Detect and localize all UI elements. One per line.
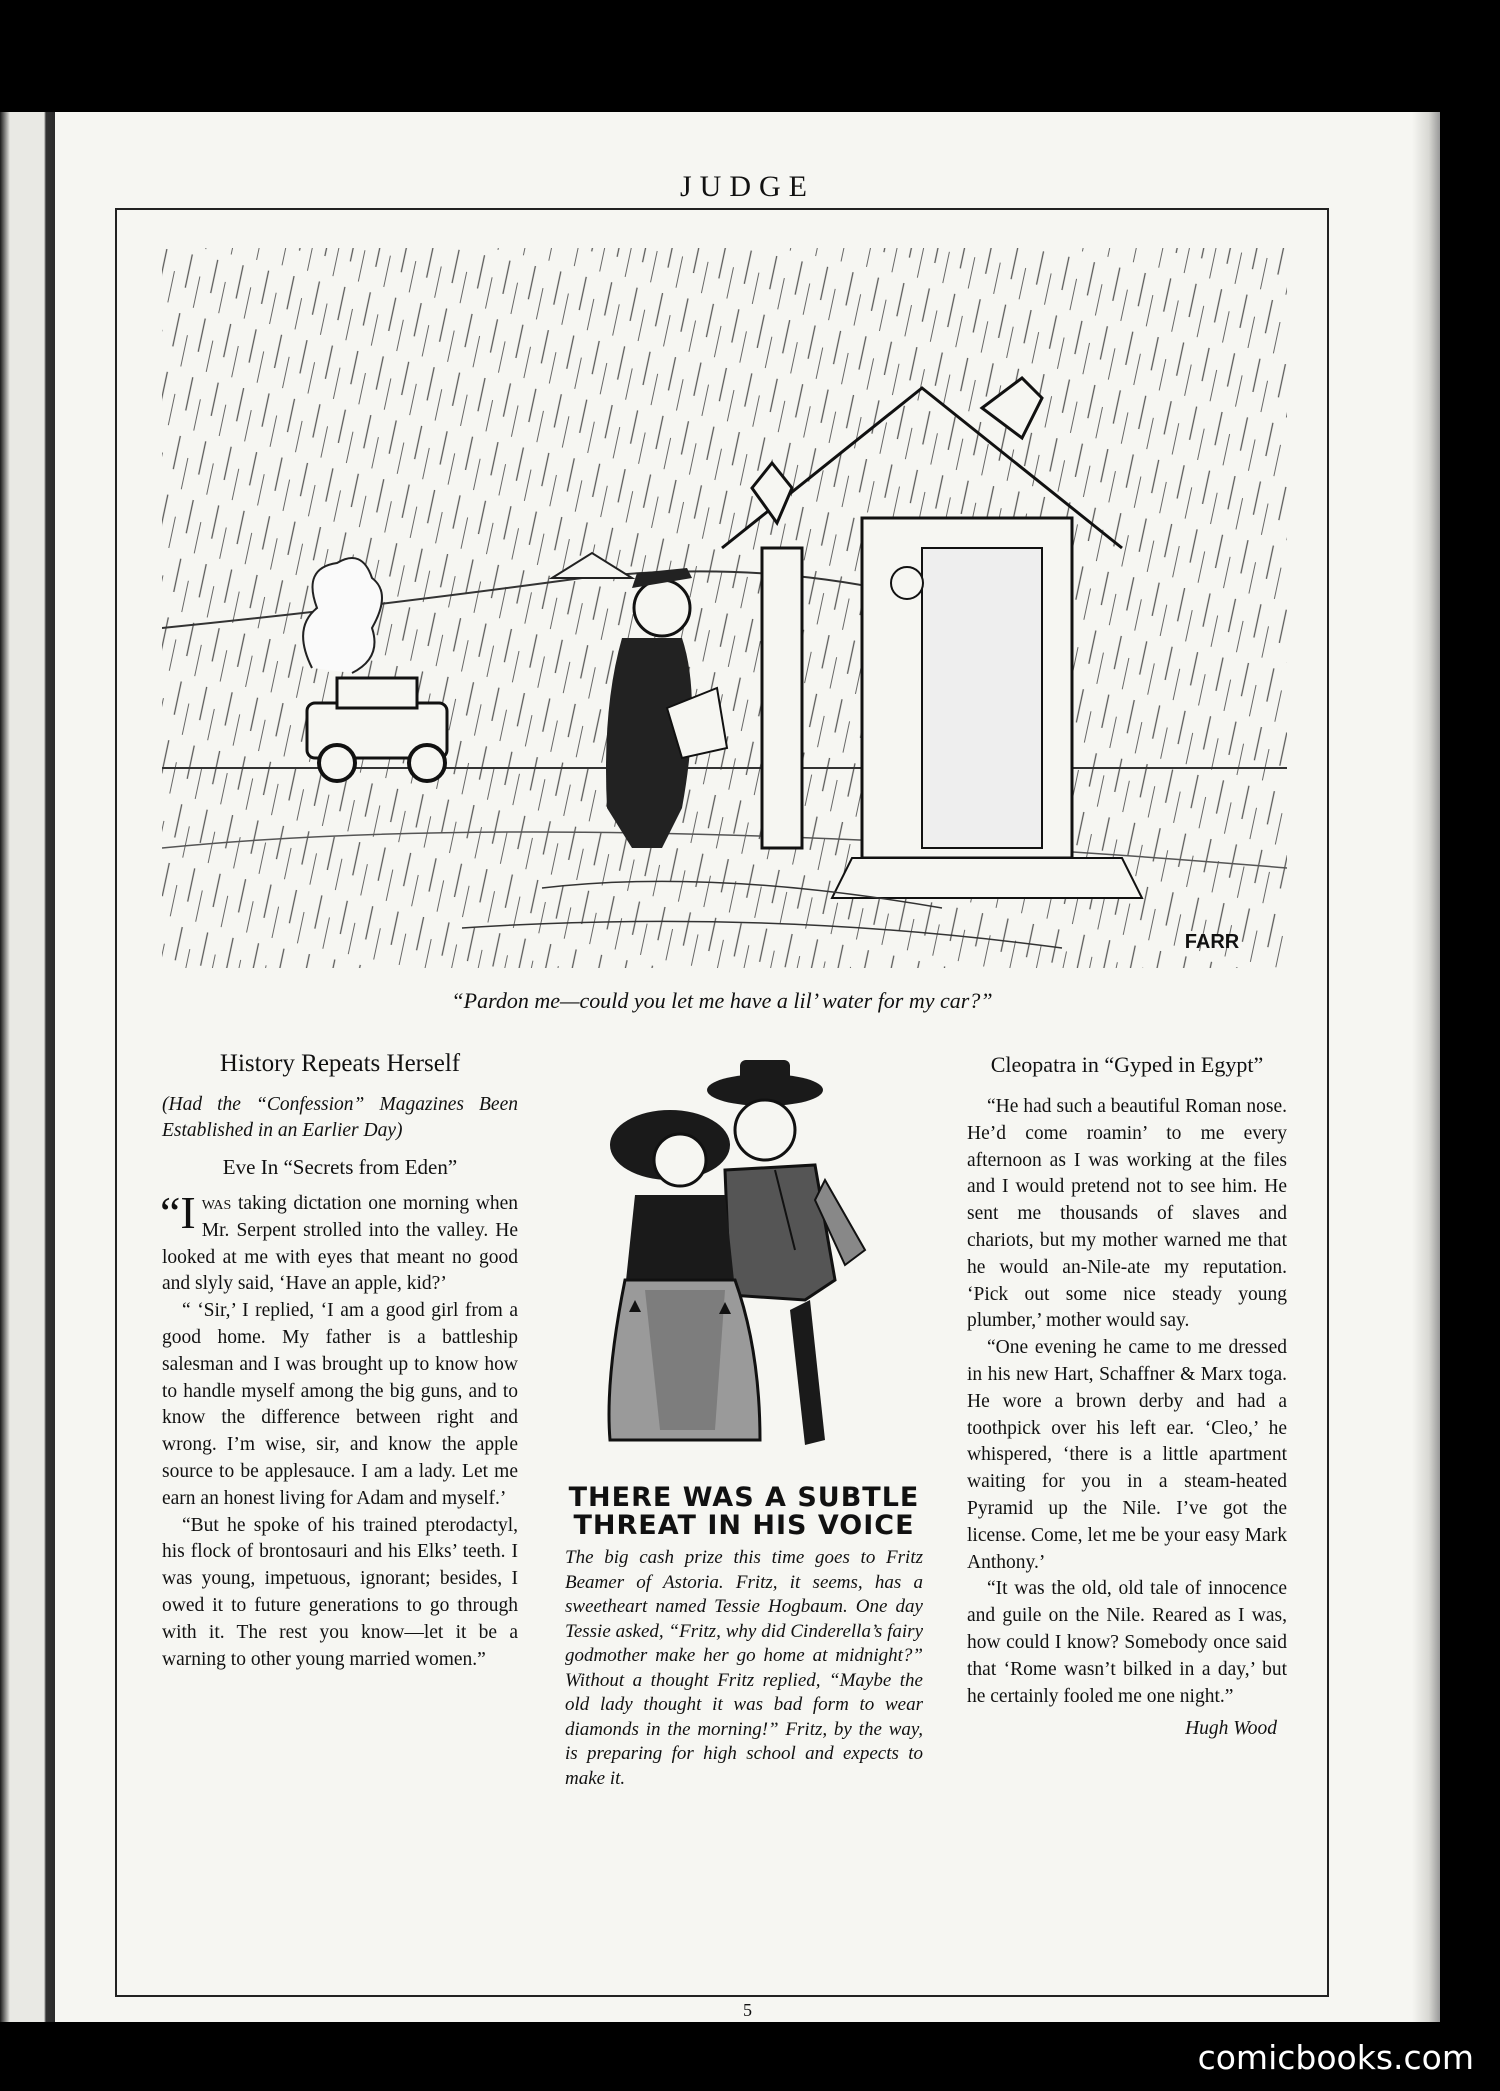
- site-watermark: comicbooks.com: [1197, 2038, 1474, 2077]
- paragraph-eve-1: “I was taking dictation one morning when Mr. Serpent strolled into the valley. He looked at me with eyes that meant no good and slyly said, ‘Have an apple, kid?’: [160, 1187, 518, 1295]
- column-history: [162, 1050, 518, 1673]
- paragraph-eve-3: “But he spoke of his trained pterodactyl, his flock of brontosauri and his Elks’ teeth. I was young, impetuous, ignorant; besides, I owed it to future generations to go through with it. The rest you know—let it be a warning to other young married women.”: [162, 1514, 518, 1670]
- cartoonist-signature: FARR: [1184, 931, 1240, 953]
- paragraph-cleo-1: “He had such a beautiful Roman nose. He’d come roamin’ to me every afternoon as I was working at the files and I would pretend not to see him. He sent me thousands of slaves and chariots, but my mother warned me that he would an-Nile-ate my reputation. ‘Pick out some nice steady young plumber,’ mother would say.: [967, 1096, 1287, 1332]
- article-title-cleopatra: Cleopatra in “Gyped in Egypt”: [990, 1052, 1264, 1077]
- column-prize: [565, 1050, 923, 1791]
- banner-line-2: THREAT IN HIS VOICE: [573, 1510, 915, 1541]
- illustration-banner: [565, 1484, 923, 1540]
- magazine-page: [55, 112, 1440, 2022]
- page-curl-edge: [1412, 112, 1440, 2022]
- paragraph-cleo-3: “It was the old, old tale of innocence and guile on the Nile. Reared as I was, how could I know? Somebody once said that ‘Rome wasn’t bilked in a day,’ but he certainly fooled me one night.”: [967, 1578, 1287, 1707]
- rain-cartoon-illustration: [162, 248, 1287, 968]
- binding-edge: [0, 112, 55, 2022]
- couple-illustration: [565, 1050, 923, 1480]
- page-number: 5: [743, 2000, 752, 2020]
- cartoon-caption: “Pardon me—could you let me have a lil’ water for my car?”: [451, 988, 993, 1013]
- masthead: JUDGE: [680, 170, 815, 203]
- banner-line-1: THERE WAS A SUBTLE: [568, 1482, 920, 1513]
- page-frame: [115, 208, 1329, 1997]
- prize-paragraph: The big cash prize this time goes to Fritz Beamer of Astoria. Fritz, it seems, has a sweetheart named Tessie Hogbaum. One day Tessie asked, “Fritz, why did Cinderella’s fairy godmother make her go home at midnight?” Without a thought Fritz replied, “Maybe the old lady thought it was bad form to wear diamonds in the morning!” Fritz, by the way, is preparing for high school and expects to make it.: [565, 1547, 923, 1789]
- author-signature: Hugh Wood: [1185, 1718, 1277, 1740]
- story-title-eve: Eve In “Secrets from Eden”: [222, 1155, 458, 1179]
- drop-cap: “I: [160, 1187, 196, 1238]
- article-subtitle: (Had the “Confession” Magazines Been Established in an Earlier Day): [162, 1094, 518, 1141]
- paragraph-cleo-2: “One evening he came to me dressed in his new Hart, Schaffner & Marx toga. He wore a brown derby and had a toothpick over his left ear. ‘Cleo,’ he whispered, ‘there is a little apartment waiting for you in a steam-heated Pyramid up the Nile. I’ve got the license. Come, let me be your easy Mark Anthony.’: [967, 1337, 1287, 1573]
- paragraph-eve-2: “ ‘Sir,’ I replied, ‘I am a good girl from a good home. My father is a battleship salesman and I was brought up to know how to handle myself among the big guns, and to know the difference between right and wrong. I’m wise, sir, and know the apple source to be applesauce. I am a lady. Let me earn an honest living for Adam and myself.’: [162, 1300, 518, 1509]
- article-title-history: History Repeats Herself: [219, 1050, 461, 1077]
- column-cleopatra: [967, 1050, 1287, 1743]
